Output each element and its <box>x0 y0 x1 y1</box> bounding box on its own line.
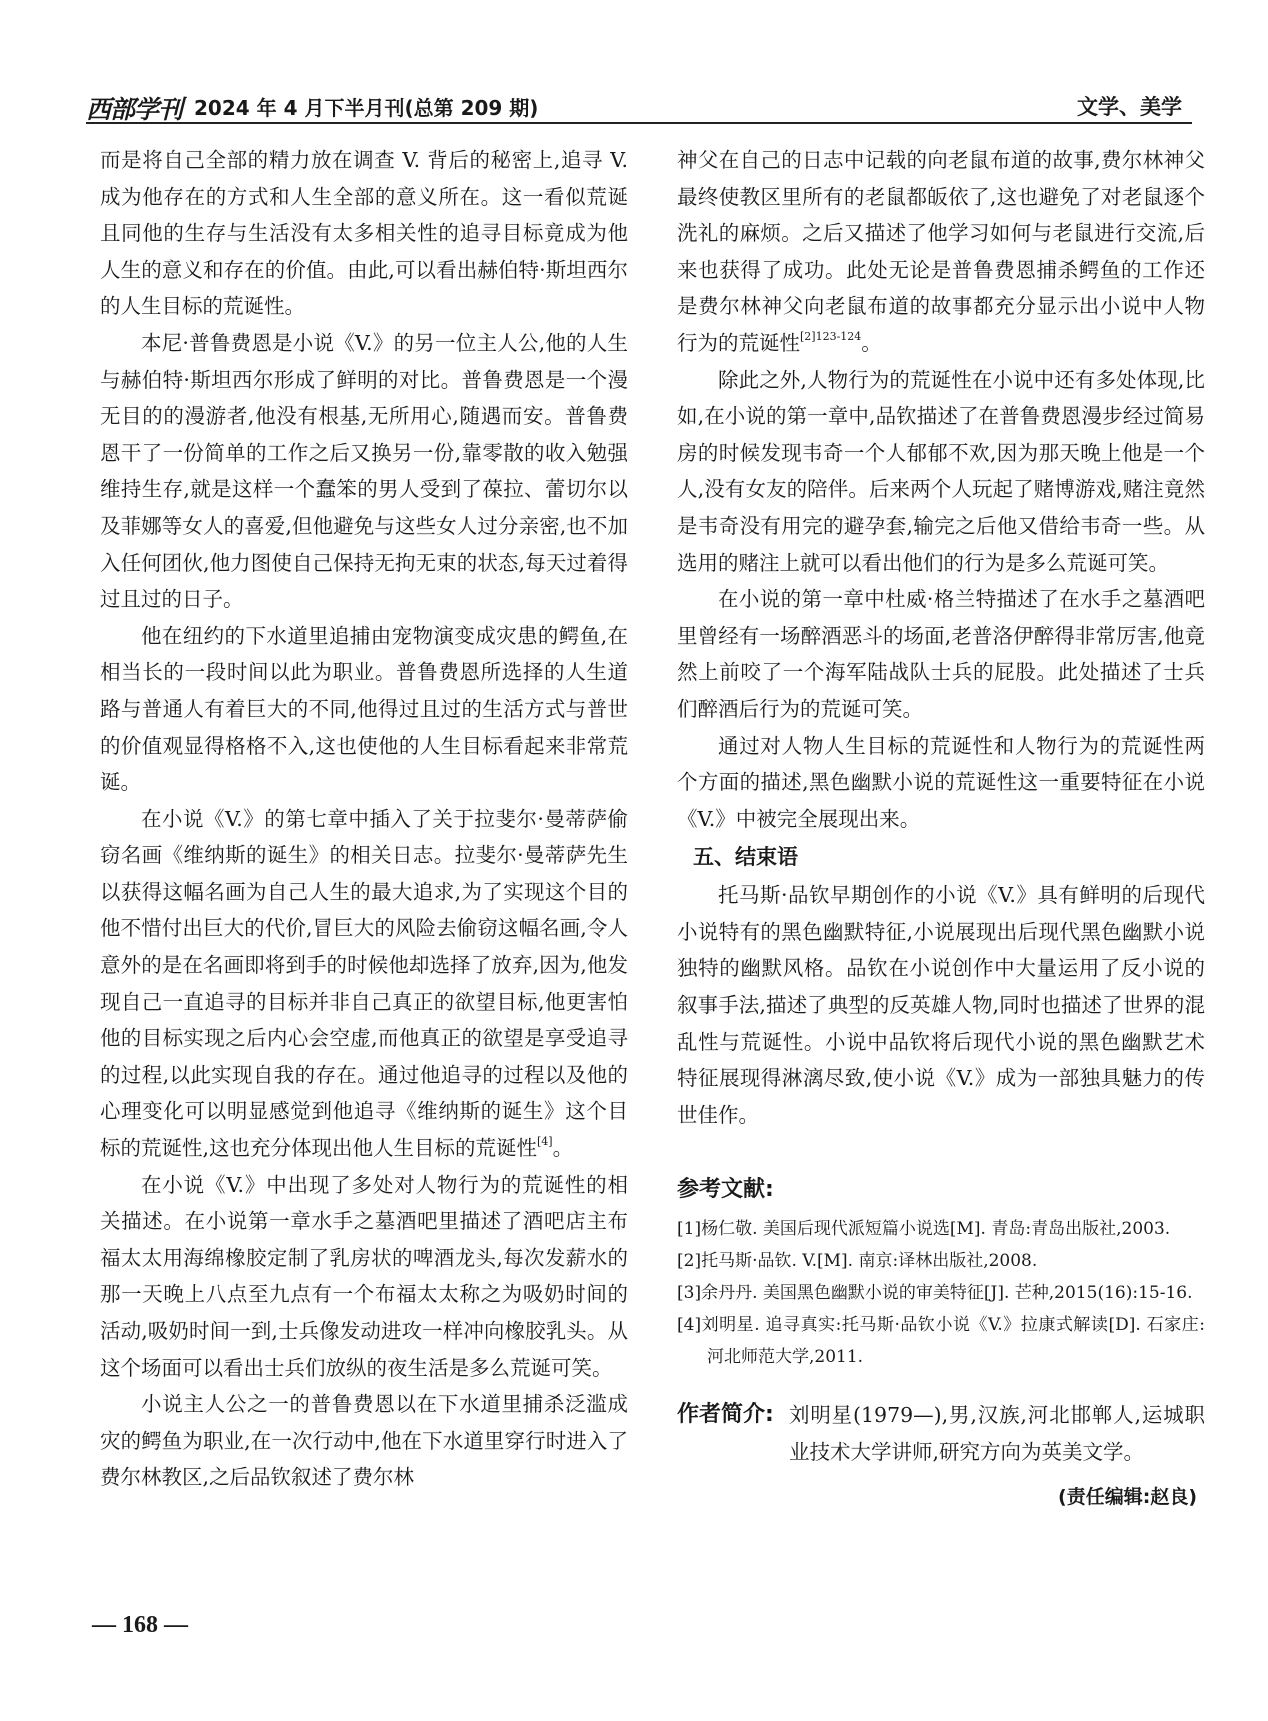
journal-logo: 西部学刊 <box>86 95 183 124</box>
citation: [2]123-124 <box>800 329 862 343</box>
right-column <box>677 142 1205 1515</box>
author-label: 作者简介: <box>677 1402 774 1428</box>
page-header <box>86 88 1192 124</box>
editor-note: (责任编辑:赵良) <box>1058 1485 1197 1508</box>
paragraph: 通过对人物人生目标的荒诞性和人物行为的荒诞性两个方面的描述,黑色幽默小说的荒诞性这一重要特征在小说《V.》中被完全展现出来。 <box>677 733 1205 831</box>
page-number: — 168 — <box>92 1612 188 1638</box>
header-rule <box>86 122 1192 124</box>
section-heading: 五、结束语 <box>693 845 798 870</box>
reference-item: [3]余丹丹. 美国黑色幽默小说的审美特征[J]. 芒种,2015(16):15-16. <box>677 1283 1193 1304</box>
paragraph: 而是将自己全部的精力放在调查 V. 背后的秘密上,追寻 V. 成为他存在的方式和人生全部的意义所在。这一看似荒诞且同他的生存与生活没有太多相关性的追寻目标竟成为他人生的意义和存在的价值。由此,可以看出赫伯特·斯坦西尔的人生目标的荒诞性。 <box>100 148 628 319</box>
section-name: 文学、美学 <box>1077 95 1182 119</box>
citation: [4] <box>537 1135 553 1149</box>
references-title: 参考文献: <box>677 1177 774 1203</box>
issue-info: 2024 年 4 月下半月刊(总第 209 期) <box>194 96 539 120</box>
paragraph: 小说主人公之一的普鲁费恩以在下水道里捕杀泛滥成灾的鳄鱼为职业,在一次行动中,他在下水道里穿行时进入了费尔林教区,之后品钦叙述了费尔林 <box>100 1392 628 1490</box>
paragraph: 除此之外,人物行为的荒诞性在小说中还有多处体现,比如,在小说的第一章中,品钦描述了在普鲁费恩漫步经过简易房的时候发现韦奇一个人郁郁不欢,因为那天晚上他是一个人,没有女友的陪伴。后来两个人玩起了赌博游戏,赌注竟然是韦奇没有用完的避孕套,输完之后他又借给韦奇一些。从选用的赌注上就可以看出他们的行为是多么荒诞可笑。 <box>677 367 1205 575</box>
paragraph: 神父在自己的日志中记载的向老鼠布道的故事,费尔林神父最终使教区里所有的老鼠都皈依了,这也避免了对老鼠逐个洗礼的麻烦。之后又描述了他学习如何与老鼠进行交流,后来也获得了成功。此处无论是普鲁费恩捕杀鳄鱼的工作还是费尔林神父向老鼠布道的故事都充分显示出小说中人物行为的荒诞性$^{[2]123-124}$。 <box>677 148 1205 355</box>
reference-item: [2]托马斯·品钦. V.[M]. 南京:译林出版社,2008. <box>677 1251 1038 1272</box>
reference-item: [1]杨仁敬. 美国后现代派短篇小说选[M]. 青岛:青岛出版社,2003. <box>677 1219 1171 1240</box>
paragraph: 他在纽约的下水道里追捕由宠物演变成灾患的鳄鱼,在相当长的一段时间以此为职业。普鲁费恩所选择的人生道路与普通人有着巨大的不同,他得过且过的生活方式与普世的价值观显得格格不入,这也使他的人生目标看起来非常荒诞。 <box>100 623 628 795</box>
reference-item: [4]刘明星. 追寻真实:托马斯·品钦小说《V.》拉康式解读[D]. 石家庄:河北师范大学,2011. <box>677 1315 1205 1368</box>
author-text: 刘明星(1979—),男,汉族,河北邯郸人,运城职业技术大学讲师,研究方向为英美文学。 <box>789 1403 1205 1465</box>
left-column <box>100 142 628 1496</box>
paragraph: 在小说《V.》的第七章中插入了关于拉斐尔·曼蒂萨偷窃名画《维纳斯的诞生》的相关日志。拉斐尔·曼蒂萨先生以获得这幅名画为自己人生的最大追求,为了实现这个目的他不惜付出巨大的代价,冒巨大的风险去偷窃这幅名画,令人意外的是在名画即将到手的时候他却选择了放弃,因为,他发现自己一直追寻的目标并非自己真正的欲望目标,他更害怕他的目标实现之后内心会空虚,而他真正的欲望是享受追寻的过程,以此实现自我的存在。通过他追寻的过程以及他的心理变化可以明显感觉到他追寻《维纳斯的诞生》这个目标的荒诞性,这也充分体现出他人生目标的荒诞性[4]。 <box>100 806 628 1161</box>
paragraph: 在小说的第一章中杜威·格兰特描述了在水手之墓酒吧里曾经有一场醉酒恶斗的场面,老普洛伊醉得非常厉害,他竟然上前咬了一个海军陆战队士兵的屁股。此处描述了士兵们醉酒后行为的荒诞可笑。 <box>677 587 1205 721</box>
paragraph: 在小说《V.》中出现了多处对人物行为的荒诞性的相关描述。在小说第一章水手之墓酒吧里描述了酒吧店主布福太太用海绵橡胶定制了乳房状的啤酒龙头,每次发薪水的那一天晚上八点至九点有一个布福太太称之为吸奶时间的活动,吸奶时间一到,士兵像发动进攻一样冲向橡胶乳头。从这个场面可以看出士兵们放纵的夜生活是多么荒诞可笑。 <box>100 1172 628 1380</box>
author-bio <box>677 1397 1205 1470</box>
paragraph: 托马斯·品钦早期创作的小说《V.》具有鲜明的后现代小说特有的黑色幽默特征,小说展现出后现代黑色幽默小说独特的幽默风格。品钦在小说创作中大量运用了反小说的叙事手法,描述了典型的反英雄人物,同时也描述了世界的混乱性与荒诞性。小说中品钦将后现代小说的黑色幽默艺术特征展现得淋漓尽致,使小说《V.》成为一部独具魅力的传世佳作。 <box>677 883 1205 1127</box>
paragraph: 本尼·普鲁费恩是小说《V.》的另一位主人公,他的人生与赫伯特·斯坦西尔形成了鲜明的对比。普鲁费恩是一个漫无目的的漫游者,他没有根基,无所用心,随遇而安。普鲁费恩干了一份简单的工作之后又换另一份,靠零散的收入勉强维持生存,就是这样一个蠢笨的男人受到了葆拉、蕾切尔以及菲娜等女人的喜爱,但他避免与这些女人过分亲密,也不加入任何团伙,他力图使自己保持无拘无束的状态,每天过着得过且过的日子。 <box>100 330 628 612</box>
